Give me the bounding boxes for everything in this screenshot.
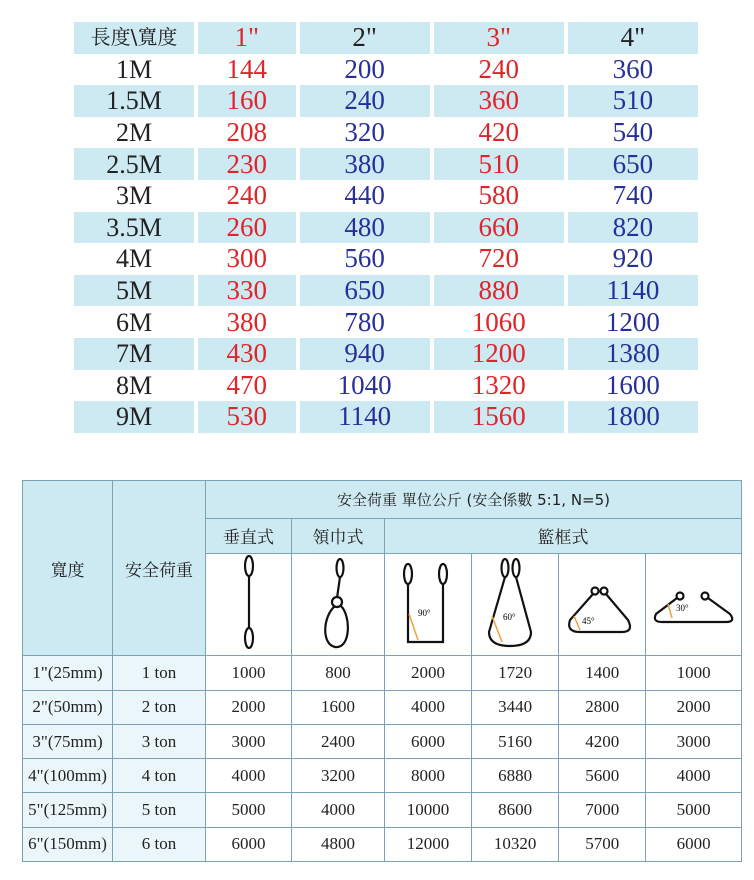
capacity-value: 430	[198, 338, 296, 370]
capacity-value: 1200	[434, 338, 564, 370]
length-label: 1.5M	[74, 85, 194, 117]
load-value: 3440	[472, 690, 559, 724]
capacity-value: 360	[434, 85, 564, 117]
capacity-value: 1320	[471, 369, 526, 400]
capacity-value: 1380	[568, 338, 698, 370]
table-row	[74, 370, 698, 402]
load-value: 3000	[206, 724, 292, 758]
length-label: 8M	[115, 370, 153, 400]
width-header: 3"	[434, 22, 564, 54]
load-value: 1000	[206, 656, 292, 690]
load-value: 5000	[646, 793, 742, 827]
capacity-value: 420	[478, 117, 520, 148]
load-value: 4800	[292, 827, 385, 861]
load-value: 4000	[385, 690, 472, 724]
capacity-value: 230	[198, 148, 296, 180]
load-value: 1400	[559, 656, 646, 690]
length-label: 6M	[115, 307, 153, 337]
load-value: 4000	[206, 759, 292, 793]
load-cell: 3 ton	[113, 724, 206, 758]
svg-text:60°: 60°	[503, 611, 516, 622]
header-width: 寬度	[23, 481, 113, 656]
svg-text:45°: 45°	[582, 615, 595, 626]
capacity-value: 1800	[568, 401, 698, 433]
length-label: 2.5M	[74, 148, 194, 180]
capacity-value: 1040	[337, 369, 392, 400]
load-value: 6000	[206, 827, 292, 861]
length-label: 4M	[115, 244, 153, 274]
safe-load-table	[22, 480, 742, 862]
capacity-value: 1140	[568, 275, 698, 307]
header-choker: 領巾式	[292, 519, 385, 553]
header-title: 安全荷重 單位公斤 (安全係數 5:1, N=5)	[206, 481, 742, 519]
header-basket: 籃框式	[385, 519, 742, 553]
header-safe-load: 安全荷重	[113, 481, 206, 656]
load-value: 5600	[559, 759, 646, 793]
table-row	[74, 275, 698, 307]
load-value: 4200	[559, 724, 646, 758]
svg-text:90°: 90°	[418, 607, 431, 618]
capacity-value: 660	[434, 212, 564, 244]
capacity-value: 240	[226, 180, 268, 211]
capacity-value: 240	[478, 53, 520, 84]
load-value: 2000	[206, 690, 292, 724]
table-row	[74, 85, 698, 117]
capacity-value: 780	[344, 306, 385, 337]
load-value: 6880	[472, 759, 559, 793]
capacity-value: 940	[300, 338, 430, 370]
capacity-value: 208	[226, 117, 268, 148]
capacity-value: 650	[568, 148, 698, 180]
width-cell: 4"(100mm)	[23, 759, 113, 793]
capacity-value: 144	[226, 53, 268, 84]
capacity-value: 1560	[434, 401, 564, 433]
load-value: 1720	[472, 656, 559, 690]
load-cell: 5 ton	[113, 793, 206, 827]
vertical-sling-figure	[206, 553, 292, 656]
load-value: 1000	[646, 656, 742, 690]
width-cell: 3"(75mm)	[23, 724, 113, 758]
load-value: 5000	[206, 793, 292, 827]
table-row	[23, 724, 742, 758]
table-row	[23, 690, 742, 724]
table-row	[74, 401, 698, 433]
basket-30-figure	[646, 553, 742, 656]
width-header: 1"	[198, 22, 296, 54]
capacity-value: 240	[300, 85, 430, 117]
load-value: 7000	[559, 793, 646, 827]
length-label: 3M	[115, 181, 153, 211]
length-capacity-table	[70, 22, 702, 433]
table-row	[74, 243, 698, 275]
load-cell: 6 ton	[113, 827, 206, 861]
load-value: 10320	[472, 827, 559, 861]
table-row	[23, 793, 742, 827]
load-value: 5700	[559, 827, 646, 861]
basket-45-figure	[559, 553, 646, 656]
choker-sling-figure	[292, 553, 385, 656]
load-cell: 4 ton	[113, 759, 206, 793]
load-value: 2400	[292, 724, 385, 758]
capacity-value: 360	[612, 53, 654, 84]
length-label: 5M	[74, 275, 194, 307]
load-value: 4000	[646, 759, 742, 793]
load-value: 2000	[385, 656, 472, 690]
width-cell: 6"(150mm)	[23, 827, 113, 861]
capacity-value: 650	[300, 275, 430, 307]
load-value: 3000	[646, 724, 742, 758]
capacity-value: 820	[568, 212, 698, 244]
load-value: 8000	[385, 759, 472, 793]
corner-label: 長度\寬度	[74, 22, 194, 54]
capacity-value: 1200	[605, 306, 660, 337]
width-cell: 5"(125mm)	[23, 793, 113, 827]
length-label: 3.5M	[74, 212, 194, 244]
capacity-value: 510	[568, 85, 698, 117]
load-value: 2000	[646, 690, 742, 724]
load-value: 12000	[385, 827, 472, 861]
load-cell: 2 ton	[113, 690, 206, 724]
load-value: 2800	[559, 690, 646, 724]
capacity-value: 720	[478, 243, 520, 274]
capacity-value: 1600	[605, 369, 660, 400]
capacity-value: 320	[344, 117, 385, 148]
capacity-value: 920	[612, 243, 654, 274]
load-value: 4000	[292, 793, 385, 827]
capacity-value: 470	[226, 369, 268, 400]
load-value: 10000	[385, 793, 472, 827]
capacity-value: 540	[612, 117, 654, 148]
capacity-value: 880	[434, 275, 564, 307]
capacity-value: 200	[344, 53, 385, 84]
capacity-value: 440	[344, 180, 385, 211]
load-value: 1600	[292, 690, 385, 724]
header-vertical: 垂直式	[206, 519, 292, 553]
capacity-value: 510	[434, 148, 564, 180]
length-label: 2M	[115, 118, 153, 148]
length-label: 1M	[115, 54, 153, 84]
table-row	[74, 338, 698, 370]
capacity-value: 300	[226, 243, 268, 274]
capacity-value: 740	[612, 180, 654, 211]
load-value: 800	[292, 656, 385, 690]
load-value: 6000	[646, 827, 742, 861]
load-value: 3200	[292, 759, 385, 793]
capacity-value: 560	[344, 243, 385, 274]
length-label: 7M	[74, 338, 194, 370]
capacity-value: 260	[198, 212, 296, 244]
load-cell: 1 ton	[113, 656, 206, 690]
table-row	[74, 54, 698, 86]
load-value: 8600	[472, 793, 559, 827]
capacity-value: 380	[226, 306, 268, 337]
svg-text:30°: 30°	[675, 602, 689, 613]
table-row	[74, 306, 698, 338]
width-header: 4"	[568, 22, 698, 54]
width-header-row	[74, 22, 698, 54]
capacity-value: 330	[198, 275, 296, 307]
capacity-value: 480	[300, 212, 430, 244]
width-cell: 1"(25mm)	[23, 656, 113, 690]
capacity-value: 160	[198, 85, 296, 117]
table-row	[23, 827, 742, 861]
capacity-value: 1060	[471, 306, 526, 337]
table-row	[74, 117, 698, 149]
capacity-value: 1140	[300, 401, 430, 433]
table-row	[23, 759, 742, 793]
capacity-value: 580	[478, 180, 520, 211]
basket-60-figure	[472, 553, 559, 656]
basket-90-figure	[385, 553, 472, 656]
table-row	[74, 148, 698, 180]
table-row	[23, 656, 742, 690]
table-row	[74, 180, 698, 212]
length-label: 9M	[74, 401, 194, 433]
table-row	[74, 212, 698, 244]
capacity-value: 530	[198, 401, 296, 433]
load-value: 6000	[385, 724, 472, 758]
load-value: 5160	[472, 724, 559, 758]
width-cell: 2"(50mm)	[23, 690, 113, 724]
width-header: 2"	[300, 22, 430, 54]
capacity-value: 380	[300, 148, 430, 180]
